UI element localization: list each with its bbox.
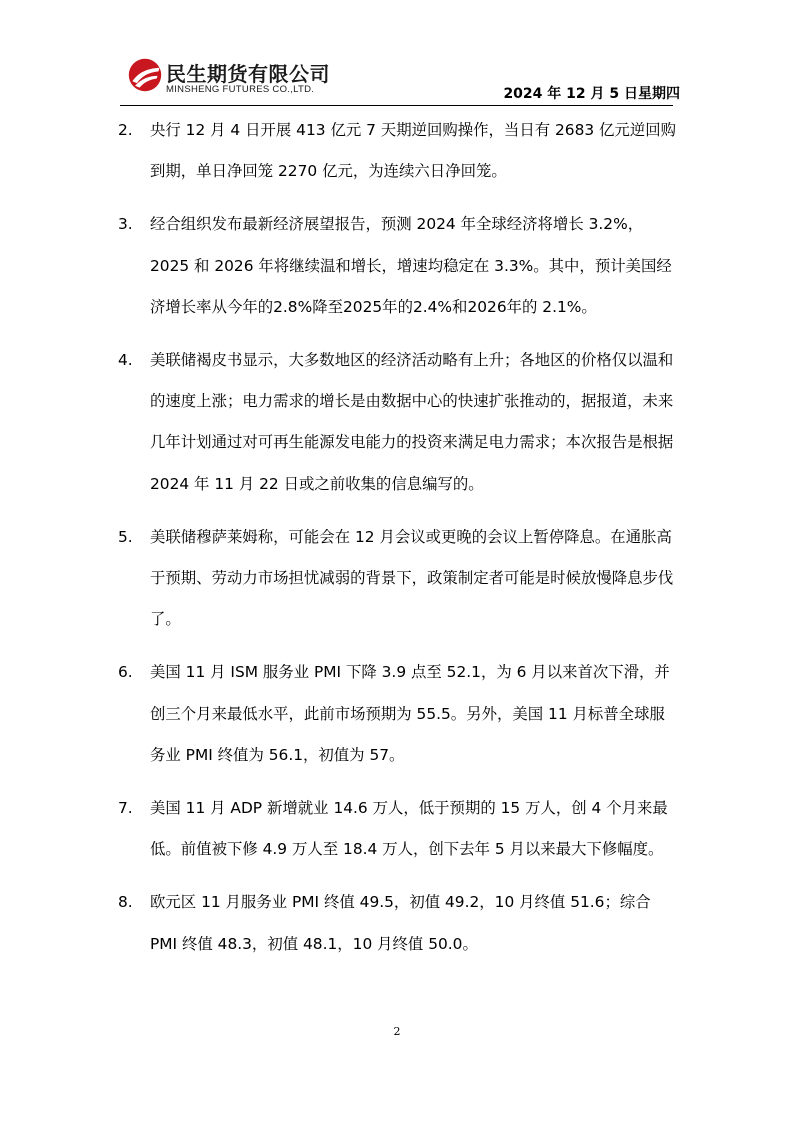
header-divider <box>120 105 673 106</box>
list-item <box>118 517 678 641</box>
item-number: 5. <box>118 527 133 546</box>
item-text: 央行 12 月 4 日开展 413 亿元 7 天期逆回购操作，当日有 2683 亿元逆回购到期，单日净回笼 2270 亿元，为连续六日净回笼。 <box>150 121 677 181</box>
page-number: 2 <box>393 1025 401 1038</box>
item-number: 6. <box>118 663 133 682</box>
item-text: 美联储穆萨莱姆称，可能会在 12 月会议或更晚的会议上暂停降息。在通胀高于预期、劳动力市场担忧减弱的背景下，政策制定者可能是时候放慢降息步伐了。 <box>150 527 674 629</box>
item-number: 8. <box>118 893 133 912</box>
item-number: 3. <box>118 215 133 234</box>
item-number: 2. <box>118 121 133 139</box>
item-text: 美国 11 月 ISM 服务业 PMI 下降 3.9 点至 52.1，为 6 月以来首次下滑，并创三个月来最低水平，此前市场预期为 55.5。另外，美国 11 月标普全球服务业 PMI 终值为 56.1，初值为 57。 <box>150 663 670 764</box>
page-header <box>120 52 680 104</box>
list-item <box>118 788 678 870</box>
company-name-cn: 民生期货有限公司 <box>166 62 330 86</box>
item-text: 欧元区 11 月服务业 PMI 终值 49.5，初值 49.2，10 月终值 51.6；综合 PMI 终值 48.3，初值 48.1，10 月终值 50.0。 <box>150 893 651 953</box>
item-number: 7. <box>118 799 133 818</box>
news-list <box>118 110 678 965</box>
report-date: 2024 年 12 月 5 日星期四 <box>503 86 680 102</box>
list-item <box>118 204 678 328</box>
item-text: 美联储褐皮书显示，大多数地区的经济活动略有上升；各地区的价格仅以温和的速度上涨；电力需求的增长是由数据中心的快速扩张推动的，据报道，未来几年计划通过对可再生能源发电能力的投资来满足电力需求；本次报告是根据 2024 年 11 月 22 日或之前收集的信息编写的。 <box>150 351 674 493</box>
item-text: 美国 11 月 ADP 新增就业 14.6 万人，低于预期的 15 万人，创 4 个月来最低。前值被下修 4.9 万人至 18.4 万人，创下去年 5 月以来最大下修幅度。 <box>150 799 668 859</box>
list-item <box>118 652 678 776</box>
item-number: 4. <box>118 351 133 370</box>
list-item <box>118 882 678 964</box>
minsheng-logo-icon <box>127 57 163 93</box>
item-text: 经合组织发布最新经济展望报告，预测 2024 年全球经济将增长 3.2%，2025 和 2026 年将继续温和增长，增速均稳定在 3.3%。其中，预计美国经济增长率从今年的2.8%降至2025年的2.4%和2026年的 2.1%。 <box>150 215 672 316</box>
list-item <box>118 110 678 192</box>
list-item <box>118 340 678 505</box>
company-name-en: MINSHENG FUTURES CO.,LTD. <box>166 84 315 95</box>
